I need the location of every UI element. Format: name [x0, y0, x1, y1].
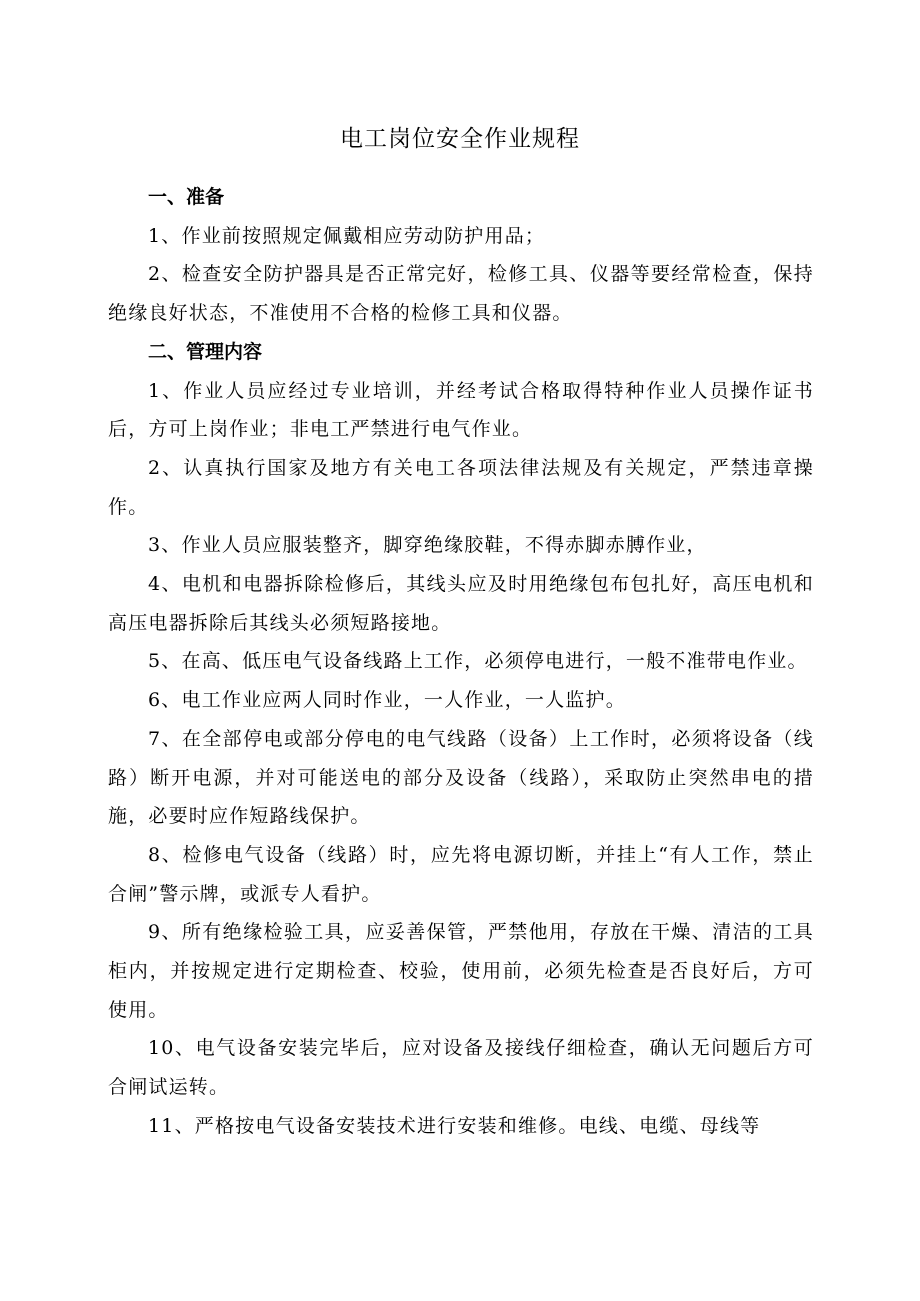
- section-heading-preparation: 一、准备: [148, 186, 225, 208]
- document-body: [108, 178, 814, 1146]
- paragraph: 11、严格按电气设备安装技术进行安装和维修。电线、电缆、母线等: [148, 1114, 761, 1137]
- paragraph: 1、作业人员应经过专业培训，并经考试合格取得特种作业人员操作证书后，方可上岗作业；非电工严禁进行电气作业。: [108, 379, 814, 441]
- paragraph: 4、电机和电器拆除检修后，其线头应及时用绝缘包布包扎好，高压电机和高压电器拆除后其线头必须短路接地。: [108, 573, 814, 634]
- paragraph: 2、认真执行国家及地方有关电工各项法律法规及有关规定，严禁违章操作。: [108, 456, 814, 518]
- paragraph: 10、电气设备安装完毕后，应对设备及接线仔细检查，确认无问题后方可合闸试运转。: [108, 1037, 814, 1099]
- paragraph: 9、所有绝缘检验工具，应妥善保管，严禁他用，存放在干燥、清洁的工具柜内，并按规定进行定期检查、校验，使用前，必须先检查是否良好后，方可使用。: [108, 921, 814, 1021]
- paragraph: 1、作业前按照规定佩戴相应劳动防护用品；: [148, 224, 546, 247]
- paragraph: 2、检查安全防护器具是否正常完好，检修工具、仪器等要经常检查，保持绝缘良好状态，不准使用不合格的检修工具和仪器。: [108, 263, 814, 325]
- paragraph: 5、在高、低压电气设备线路上工作，必须停电进行，一般不准带电作业。: [148, 650, 808, 673]
- paragraph: 6、电工作业应两人同时作业，一人作业，一人监护。: [148, 689, 626, 712]
- paragraph: 3、作业人员应服装整齐，脚穿绝缘胶鞋，不得赤脚赤膊作业，: [148, 534, 707, 557]
- paragraph: 8、检修电气设备（线路）时，应先将电源切断，并挂上“有人工作，禁止合闸”警示牌，或派专人看护。: [108, 843, 814, 905]
- paragraph: 7、在全部停电或部分停电的电气线路（设备）上工作时，必须将设备（线路）断开电源，并对可能送电的部分及设备（线路），采取防止突然串电的措施，必要时应作短路线保护。: [108, 727, 814, 828]
- section-heading-management: 二、管理内容: [148, 340, 263, 363]
- page-title: 电工岗位安全作业规程: [340, 126, 580, 152]
